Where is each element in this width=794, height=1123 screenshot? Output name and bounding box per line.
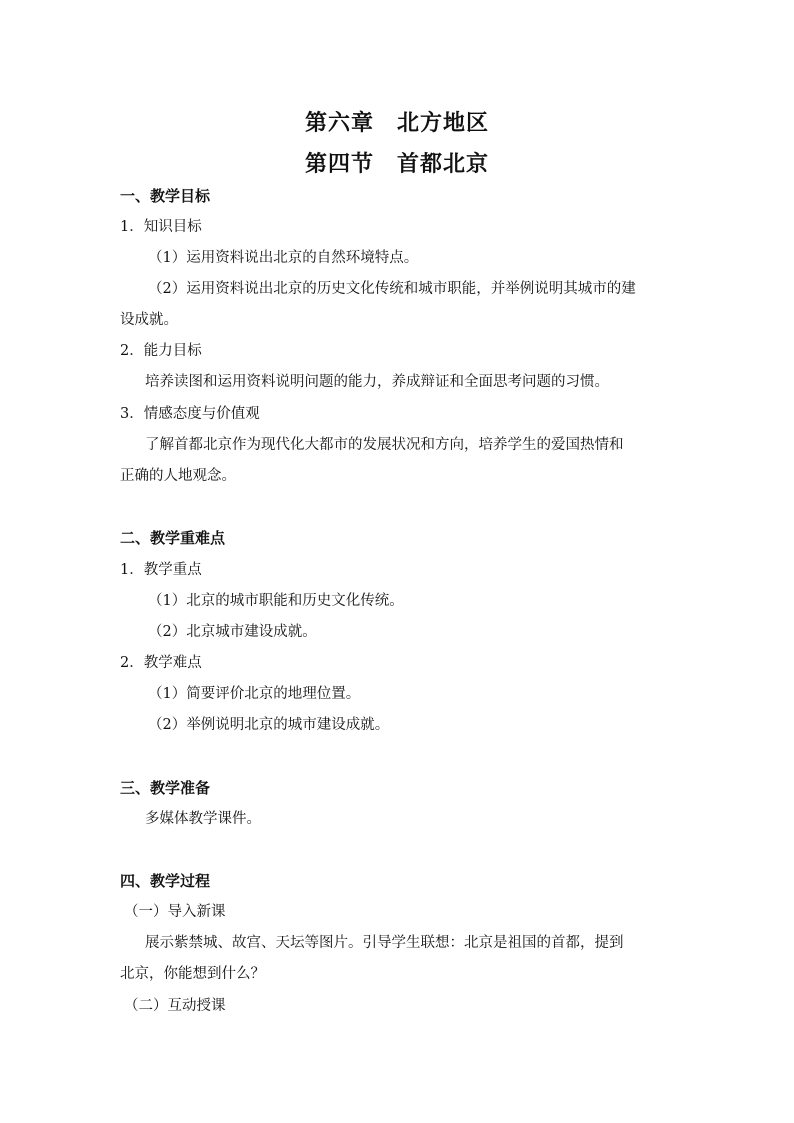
difficult-points-label: 2．教学难点 [120, 655, 202, 671]
chapter-title: 第六章 北方地区 [304, 111, 489, 136]
difficult-point-1: （1）简要评价北京的地理位置。 [148, 686, 361, 702]
ability-objective-text: 培养读图和运用资料说明问题的能力，养成辩证和全面思考问题的习惯。 [145, 374, 609, 390]
attitude-values-label: 3．情感态度与价值观 [120, 406, 260, 422]
knowledge-objectives-label: 1．知识目标 [120, 219, 202, 235]
process-part-2-label: （二）互动授课 [124, 998, 226, 1014]
key-point-1: （1）北京的城市职能和历史文化传统。 [148, 593, 404, 609]
knowledge-objective-2-line2: 设成就。 [120, 312, 178, 328]
process-part-1-text-line2: 北京，你能想到什么？ [120, 966, 265, 982]
heading-teaching-preparation: 三、教学准备 [120, 779, 211, 797]
heading-key-difficult-points: 二、教学重难点 [120, 529, 226, 547]
attitude-values-text-line1: 了解首都北京作为现代化大都市的发展状况和方向，培养学生的爱国热情和 [145, 437, 624, 453]
process-part-1-text-line1: 展示紫禁城、故宫、天坛等图片。引导学生联想：北京是祖国的首都，提到 [145, 935, 624, 951]
difficult-point-2: （2）举例说明北京的城市建设成就。 [148, 717, 390, 733]
heading-teaching-process: 四、教学过程 [120, 872, 211, 890]
ability-objectives-label: 2．能力目标 [120, 343, 202, 359]
knowledge-objective-1: （1）运用资料说出北京的自然环境特点。 [148, 250, 419, 266]
heading-teaching-objectives: 一、教学目标 [120, 187, 211, 205]
attitude-values-text-line2: 正确的人地观念。 [120, 468, 236, 484]
preparation-text: 多媒体教学课件。 [145, 811, 261, 827]
section-title: 第四节 首都北京 [304, 152, 489, 177]
knowledge-objective-2-line1: （2）运用资料说出北京的历史文化传统和城市职能，并举例说明其城市的建 [148, 281, 636, 297]
process-part-1-label: （一）导入新课 [124, 904, 226, 920]
key-points-label: 1．教学重点 [120, 562, 202, 578]
key-point-2: （2）北京城市建设成就。 [148, 624, 317, 640]
